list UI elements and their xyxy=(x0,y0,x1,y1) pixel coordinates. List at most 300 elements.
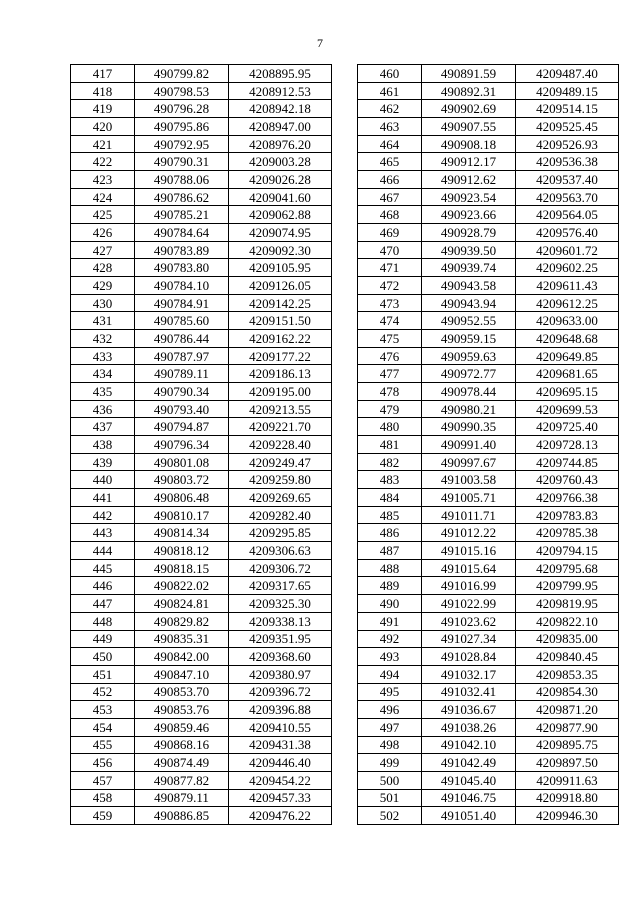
x-coordinate-cell: 491027.34 xyxy=(422,630,516,648)
y-coordinate-cell: 4209536.38 xyxy=(516,153,619,171)
y-coordinate-cell: 4209799.95 xyxy=(516,577,619,595)
x-coordinate-cell: 490801.08 xyxy=(135,453,229,471)
y-coordinate-cell: 4209074.95 xyxy=(229,224,332,242)
point-number-cell: 458 xyxy=(71,789,135,807)
table-row xyxy=(71,153,332,171)
point-number-cell: 424 xyxy=(71,188,135,206)
x-coordinate-cell: 490784.91 xyxy=(135,294,229,312)
x-coordinate-cell: 490842.00 xyxy=(135,648,229,666)
y-coordinate-cell: 4209351.95 xyxy=(229,630,332,648)
y-coordinate-cell: 4209457.33 xyxy=(229,789,332,807)
table-row xyxy=(71,736,332,754)
page-number: 7 xyxy=(317,36,323,50)
x-coordinate-cell: 491036.67 xyxy=(422,701,516,719)
point-number-cell: 486 xyxy=(358,524,422,542)
y-coordinate-cell: 4209213.55 xyxy=(229,400,332,418)
x-coordinate-cell: 490923.54 xyxy=(422,188,516,206)
point-number-cell: 494 xyxy=(358,665,422,683)
x-coordinate-cell: 491046.75 xyxy=(422,789,516,807)
table-row xyxy=(358,259,619,277)
y-coordinate-cell: 4209396.72 xyxy=(229,683,332,701)
table-row xyxy=(71,524,332,542)
y-coordinate-cell: 4209564.05 xyxy=(516,206,619,224)
table-row xyxy=(358,330,619,348)
table-row xyxy=(358,630,619,648)
x-coordinate-cell: 490806.48 xyxy=(135,489,229,507)
table-row xyxy=(358,418,619,436)
x-coordinate-cell: 490868.16 xyxy=(135,736,229,754)
coordinates-table-right xyxy=(357,64,619,825)
x-coordinate-cell: 491003.58 xyxy=(422,471,516,489)
table-row xyxy=(71,630,332,648)
x-coordinate-cell: 490790.34 xyxy=(135,383,229,401)
table-row xyxy=(71,771,332,789)
point-number-cell: 476 xyxy=(358,347,422,365)
x-coordinate-cell: 491011.71 xyxy=(422,506,516,524)
point-number-cell: 454 xyxy=(71,718,135,736)
point-number-cell: 496 xyxy=(358,701,422,719)
point-number-cell: 468 xyxy=(358,206,422,224)
x-coordinate-cell: 491028.84 xyxy=(422,648,516,666)
point-number-cell: 427 xyxy=(71,241,135,259)
point-number-cell: 497 xyxy=(358,718,422,736)
point-number-cell: 430 xyxy=(71,294,135,312)
x-coordinate-cell: 490959.63 xyxy=(422,347,516,365)
table-row xyxy=(358,312,619,330)
x-coordinate-cell: 491032.17 xyxy=(422,665,516,683)
x-coordinate-cell: 490847.10 xyxy=(135,665,229,683)
x-coordinate-cell: 490835.31 xyxy=(135,630,229,648)
x-coordinate-cell: 490789.11 xyxy=(135,365,229,383)
x-coordinate-cell: 490785.21 xyxy=(135,206,229,224)
y-coordinate-cell: 4208912.53 xyxy=(229,82,332,100)
y-coordinate-cell: 4209105.95 xyxy=(229,259,332,277)
table-row xyxy=(358,135,619,153)
x-coordinate-cell: 490978.44 xyxy=(422,383,516,401)
y-coordinate-cell: 4209895.75 xyxy=(516,736,619,754)
x-coordinate-cell: 490795.86 xyxy=(135,118,229,136)
x-coordinate-cell: 490799.82 xyxy=(135,65,229,83)
point-number-cell: 498 xyxy=(358,736,422,754)
table-row xyxy=(358,542,619,560)
table-row xyxy=(71,188,332,206)
table-row xyxy=(358,718,619,736)
x-coordinate-cell: 490928.79 xyxy=(422,224,516,242)
y-coordinate-cell: 4209446.40 xyxy=(229,754,332,772)
x-coordinate-cell: 490829.82 xyxy=(135,612,229,630)
table-row xyxy=(71,789,332,807)
y-coordinate-cell: 4209840.45 xyxy=(516,648,619,666)
table-row xyxy=(358,789,619,807)
table-row xyxy=(71,453,332,471)
y-coordinate-cell: 4209476.22 xyxy=(229,807,332,825)
point-number-cell: 465 xyxy=(358,153,422,171)
x-coordinate-cell: 490803.72 xyxy=(135,471,229,489)
x-coordinate-cell: 490874.49 xyxy=(135,754,229,772)
table-row xyxy=(71,612,332,630)
table-row xyxy=(358,701,619,719)
y-coordinate-cell: 4209602.25 xyxy=(516,259,619,277)
point-number-cell: 445 xyxy=(71,559,135,577)
table-row xyxy=(71,118,332,136)
y-coordinate-cell: 4209728.13 xyxy=(516,436,619,454)
y-coordinate-cell: 4209269.65 xyxy=(229,489,332,507)
y-coordinate-cell: 4209525.45 xyxy=(516,118,619,136)
point-number-cell: 425 xyxy=(71,206,135,224)
table-row xyxy=(358,807,619,825)
x-coordinate-cell: 490814.34 xyxy=(135,524,229,542)
point-number-cell: 479 xyxy=(358,400,422,418)
x-coordinate-cell: 490902.69 xyxy=(422,100,516,118)
table-row xyxy=(71,718,332,736)
x-coordinate-cell: 491012.22 xyxy=(422,524,516,542)
table-row xyxy=(71,489,332,507)
x-coordinate-cell: 490786.44 xyxy=(135,330,229,348)
table-row xyxy=(71,436,332,454)
y-coordinate-cell: 4209725.40 xyxy=(516,418,619,436)
x-coordinate-cell: 490972.77 xyxy=(422,365,516,383)
x-coordinate-cell: 490798.53 xyxy=(135,82,229,100)
table-row xyxy=(358,506,619,524)
x-coordinate-cell: 490784.10 xyxy=(135,277,229,295)
x-coordinate-cell: 491042.49 xyxy=(422,754,516,772)
x-coordinate-cell: 491023.62 xyxy=(422,612,516,630)
x-coordinate-cell: 490886.85 xyxy=(135,807,229,825)
x-coordinate-cell: 490794.87 xyxy=(135,418,229,436)
y-coordinate-cell: 4209514.15 xyxy=(516,100,619,118)
x-coordinate-cell: 491042.10 xyxy=(422,736,516,754)
y-coordinate-cell: 4209338.13 xyxy=(229,612,332,630)
x-coordinate-cell: 491015.16 xyxy=(422,542,516,560)
table-row xyxy=(358,471,619,489)
x-coordinate-cell: 490879.11 xyxy=(135,789,229,807)
point-number-cell: 442 xyxy=(71,506,135,524)
x-coordinate-cell: 490892.31 xyxy=(422,82,516,100)
y-coordinate-cell: 4209918.80 xyxy=(516,789,619,807)
y-coordinate-cell: 4209760.43 xyxy=(516,471,619,489)
y-coordinate-cell: 4209306.72 xyxy=(229,559,332,577)
y-coordinate-cell: 4209795.68 xyxy=(516,559,619,577)
y-coordinate-cell: 4209195.00 xyxy=(229,383,332,401)
coordinates-table-left xyxy=(70,64,332,825)
x-coordinate-cell: 490793.40 xyxy=(135,400,229,418)
table-row xyxy=(71,206,332,224)
table-row xyxy=(71,471,332,489)
point-number-cell: 490 xyxy=(358,595,422,613)
x-coordinate-cell: 490796.34 xyxy=(135,436,229,454)
table-row xyxy=(71,277,332,295)
point-number-cell: 491 xyxy=(358,612,422,630)
x-coordinate-cell: 490952.55 xyxy=(422,312,516,330)
point-number-cell: 431 xyxy=(71,312,135,330)
x-coordinate-cell: 490907.55 xyxy=(422,118,516,136)
point-number-cell: 477 xyxy=(358,365,422,383)
point-number-cell: 438 xyxy=(71,436,135,454)
point-number-cell: 450 xyxy=(71,648,135,666)
y-coordinate-cell: 4209835.00 xyxy=(516,630,619,648)
y-coordinate-cell: 4209368.60 xyxy=(229,648,332,666)
y-coordinate-cell: 4209695.15 xyxy=(516,383,619,401)
point-number-cell: 440 xyxy=(71,471,135,489)
x-coordinate-cell: 490990.35 xyxy=(422,418,516,436)
y-coordinate-cell: 4209699.53 xyxy=(516,400,619,418)
y-coordinate-cell: 4208947.00 xyxy=(229,118,332,136)
y-coordinate-cell: 4209822.10 xyxy=(516,612,619,630)
point-number-cell: 485 xyxy=(358,506,422,524)
y-coordinate-cell: 4209871.20 xyxy=(516,701,619,719)
x-coordinate-cell: 490818.15 xyxy=(135,559,229,577)
y-coordinate-cell: 4209249.47 xyxy=(229,453,332,471)
y-coordinate-cell: 4209537.40 xyxy=(516,171,619,189)
point-number-cell: 500 xyxy=(358,771,422,789)
y-coordinate-cell: 4209785.38 xyxy=(516,524,619,542)
point-number-cell: 418 xyxy=(71,82,135,100)
point-number-cell: 482 xyxy=(358,453,422,471)
y-coordinate-cell: 4209946.30 xyxy=(516,807,619,825)
table-row xyxy=(358,400,619,418)
table-row xyxy=(71,100,332,118)
y-coordinate-cell: 4209186.13 xyxy=(229,365,332,383)
x-coordinate-cell: 490943.58 xyxy=(422,277,516,295)
x-coordinate-cell: 490912.62 xyxy=(422,171,516,189)
table-row xyxy=(71,347,332,365)
table-row xyxy=(358,118,619,136)
table-row xyxy=(71,665,332,683)
point-number-cell: 455 xyxy=(71,736,135,754)
table-row xyxy=(71,542,332,560)
point-number-cell: 435 xyxy=(71,383,135,401)
table-row xyxy=(358,365,619,383)
y-coordinate-cell: 4209295.85 xyxy=(229,524,332,542)
x-coordinate-cell: 491005.71 xyxy=(422,489,516,507)
point-number-cell: 462 xyxy=(358,100,422,118)
x-coordinate-cell: 490939.74 xyxy=(422,259,516,277)
x-coordinate-cell: 490787.97 xyxy=(135,347,229,365)
point-number-cell: 420 xyxy=(71,118,135,136)
y-coordinate-cell: 4209062.88 xyxy=(229,206,332,224)
point-number-cell: 473 xyxy=(358,294,422,312)
y-coordinate-cell: 4208976.20 xyxy=(229,135,332,153)
table-row xyxy=(358,82,619,100)
point-number-cell: 446 xyxy=(71,577,135,595)
table-row xyxy=(71,259,332,277)
table-row xyxy=(358,206,619,224)
y-coordinate-cell: 4209526.93 xyxy=(516,135,619,153)
table-row xyxy=(358,100,619,118)
y-coordinate-cell: 4209410.55 xyxy=(229,718,332,736)
point-number-cell: 453 xyxy=(71,701,135,719)
y-coordinate-cell: 4209819.95 xyxy=(516,595,619,613)
point-number-cell: 464 xyxy=(358,135,422,153)
table-row xyxy=(358,65,619,83)
x-coordinate-cell: 491051.40 xyxy=(422,807,516,825)
table-row xyxy=(71,754,332,772)
x-coordinate-cell: 491022.99 xyxy=(422,595,516,613)
y-coordinate-cell: 4209854.30 xyxy=(516,683,619,701)
table-row xyxy=(71,241,332,259)
table-row xyxy=(71,577,332,595)
y-coordinate-cell: 4209454.22 xyxy=(229,771,332,789)
point-number-cell: 471 xyxy=(358,259,422,277)
y-coordinate-cell: 4209126.05 xyxy=(229,277,332,295)
point-number-cell: 457 xyxy=(71,771,135,789)
y-coordinate-cell: 4209601.72 xyxy=(516,241,619,259)
point-number-cell: 484 xyxy=(358,489,422,507)
x-coordinate-cell: 490853.76 xyxy=(135,701,229,719)
x-coordinate-cell: 490997.67 xyxy=(422,453,516,471)
point-number-cell: 423 xyxy=(71,171,135,189)
point-number-cell: 432 xyxy=(71,330,135,348)
table-row xyxy=(71,171,332,189)
point-number-cell: 426 xyxy=(71,224,135,242)
point-number-cell: 422 xyxy=(71,153,135,171)
x-coordinate-cell: 491038.26 xyxy=(422,718,516,736)
table-row xyxy=(71,312,332,330)
x-coordinate-cell: 490991.40 xyxy=(422,436,516,454)
y-coordinate-cell: 4209897.50 xyxy=(516,754,619,772)
point-number-cell: 474 xyxy=(358,312,422,330)
y-coordinate-cell: 4209853.35 xyxy=(516,665,619,683)
point-number-cell: 475 xyxy=(358,330,422,348)
point-number-cell: 429 xyxy=(71,277,135,295)
y-coordinate-cell: 4209177.22 xyxy=(229,347,332,365)
x-coordinate-cell: 491032.41 xyxy=(422,683,516,701)
table-row xyxy=(358,595,619,613)
x-coordinate-cell: 491016.99 xyxy=(422,577,516,595)
point-number-cell: 501 xyxy=(358,789,422,807)
x-coordinate-cell: 490822.02 xyxy=(135,577,229,595)
point-number-cell: 481 xyxy=(358,436,422,454)
point-number-cell: 449 xyxy=(71,630,135,648)
x-coordinate-cell: 490783.89 xyxy=(135,241,229,259)
x-coordinate-cell: 490810.17 xyxy=(135,506,229,524)
point-number-cell: 502 xyxy=(358,807,422,825)
point-number-cell: 466 xyxy=(358,171,422,189)
y-coordinate-cell: 4209877.90 xyxy=(516,718,619,736)
point-number-cell: 489 xyxy=(358,577,422,595)
table-row xyxy=(71,383,332,401)
x-coordinate-cell: 490783.80 xyxy=(135,259,229,277)
y-coordinate-cell: 4209003.28 xyxy=(229,153,332,171)
y-coordinate-cell: 4209092.30 xyxy=(229,241,332,259)
y-coordinate-cell: 4209162.22 xyxy=(229,330,332,348)
point-number-cell: 448 xyxy=(71,612,135,630)
table-row xyxy=(71,224,332,242)
x-coordinate-cell: 490818.12 xyxy=(135,542,229,560)
y-coordinate-cell: 4209576.40 xyxy=(516,224,619,242)
table-row xyxy=(358,754,619,772)
table-row xyxy=(358,736,619,754)
point-number-cell: 421 xyxy=(71,135,135,153)
point-number-cell: 472 xyxy=(358,277,422,295)
y-coordinate-cell: 4209026.28 xyxy=(229,171,332,189)
x-coordinate-cell: 490943.94 xyxy=(422,294,516,312)
table-row xyxy=(71,683,332,701)
point-number-cell: 487 xyxy=(358,542,422,560)
point-number-cell: 492 xyxy=(358,630,422,648)
point-number-cell: 451 xyxy=(71,665,135,683)
x-coordinate-cell: 491015.64 xyxy=(422,559,516,577)
table-row xyxy=(358,436,619,454)
y-coordinate-cell: 4208895.95 xyxy=(229,65,332,83)
table-row xyxy=(71,365,332,383)
point-number-cell: 499 xyxy=(358,754,422,772)
table-row xyxy=(358,153,619,171)
y-coordinate-cell: 4209911.63 xyxy=(516,771,619,789)
table-row xyxy=(358,224,619,242)
point-number-cell: 439 xyxy=(71,453,135,471)
y-coordinate-cell: 4209431.38 xyxy=(229,736,332,754)
point-number-cell: 493 xyxy=(358,648,422,666)
x-coordinate-cell: 490853.70 xyxy=(135,683,229,701)
y-coordinate-cell: 4208942.18 xyxy=(229,100,332,118)
x-coordinate-cell: 490939.50 xyxy=(422,241,516,259)
y-coordinate-cell: 4209783.83 xyxy=(516,506,619,524)
table-row xyxy=(358,665,619,683)
y-coordinate-cell: 4209612.25 xyxy=(516,294,619,312)
table-row xyxy=(358,347,619,365)
y-coordinate-cell: 4209648.68 xyxy=(516,330,619,348)
y-coordinate-cell: 4209396.88 xyxy=(229,701,332,719)
point-number-cell: 437 xyxy=(71,418,135,436)
point-number-cell: 495 xyxy=(358,683,422,701)
point-number-cell: 419 xyxy=(71,100,135,118)
y-coordinate-cell: 4209325.30 xyxy=(229,595,332,613)
point-number-cell: 460 xyxy=(358,65,422,83)
table-row xyxy=(358,294,619,312)
y-coordinate-cell: 4209317.65 xyxy=(229,577,332,595)
table-row xyxy=(71,506,332,524)
table-row xyxy=(358,683,619,701)
x-coordinate-cell: 490788.06 xyxy=(135,171,229,189)
point-number-cell: 463 xyxy=(358,118,422,136)
x-coordinate-cell: 490908.18 xyxy=(422,135,516,153)
table-row xyxy=(358,524,619,542)
table-row xyxy=(358,277,619,295)
y-coordinate-cell: 4209766.38 xyxy=(516,489,619,507)
point-number-cell: 467 xyxy=(358,188,422,206)
point-number-cell: 443 xyxy=(71,524,135,542)
y-coordinate-cell: 4209259.80 xyxy=(229,471,332,489)
point-number-cell: 456 xyxy=(71,754,135,772)
point-number-cell: 436 xyxy=(71,400,135,418)
table-row xyxy=(71,135,332,153)
point-number-cell: 478 xyxy=(358,383,422,401)
x-coordinate-cell: 490891.59 xyxy=(422,65,516,83)
point-number-cell: 447 xyxy=(71,595,135,613)
table-row xyxy=(358,577,619,595)
table-row xyxy=(358,612,619,630)
x-coordinate-cell: 490912.17 xyxy=(422,153,516,171)
y-coordinate-cell: 4209380.97 xyxy=(229,665,332,683)
table-row xyxy=(71,807,332,825)
table-row xyxy=(358,453,619,471)
table-row xyxy=(358,241,619,259)
table-row xyxy=(71,400,332,418)
point-number-cell: 441 xyxy=(71,489,135,507)
point-number-cell: 461 xyxy=(358,82,422,100)
table-row xyxy=(358,648,619,666)
y-coordinate-cell: 4209794.15 xyxy=(516,542,619,560)
y-coordinate-cell: 4209681.65 xyxy=(516,365,619,383)
table-row xyxy=(71,65,332,83)
x-coordinate-cell: 490784.64 xyxy=(135,224,229,242)
table-row xyxy=(358,489,619,507)
y-coordinate-cell: 4209649.85 xyxy=(516,347,619,365)
point-number-cell: 470 xyxy=(358,241,422,259)
y-coordinate-cell: 4209041.60 xyxy=(229,188,332,206)
y-coordinate-cell: 4209563.70 xyxy=(516,188,619,206)
